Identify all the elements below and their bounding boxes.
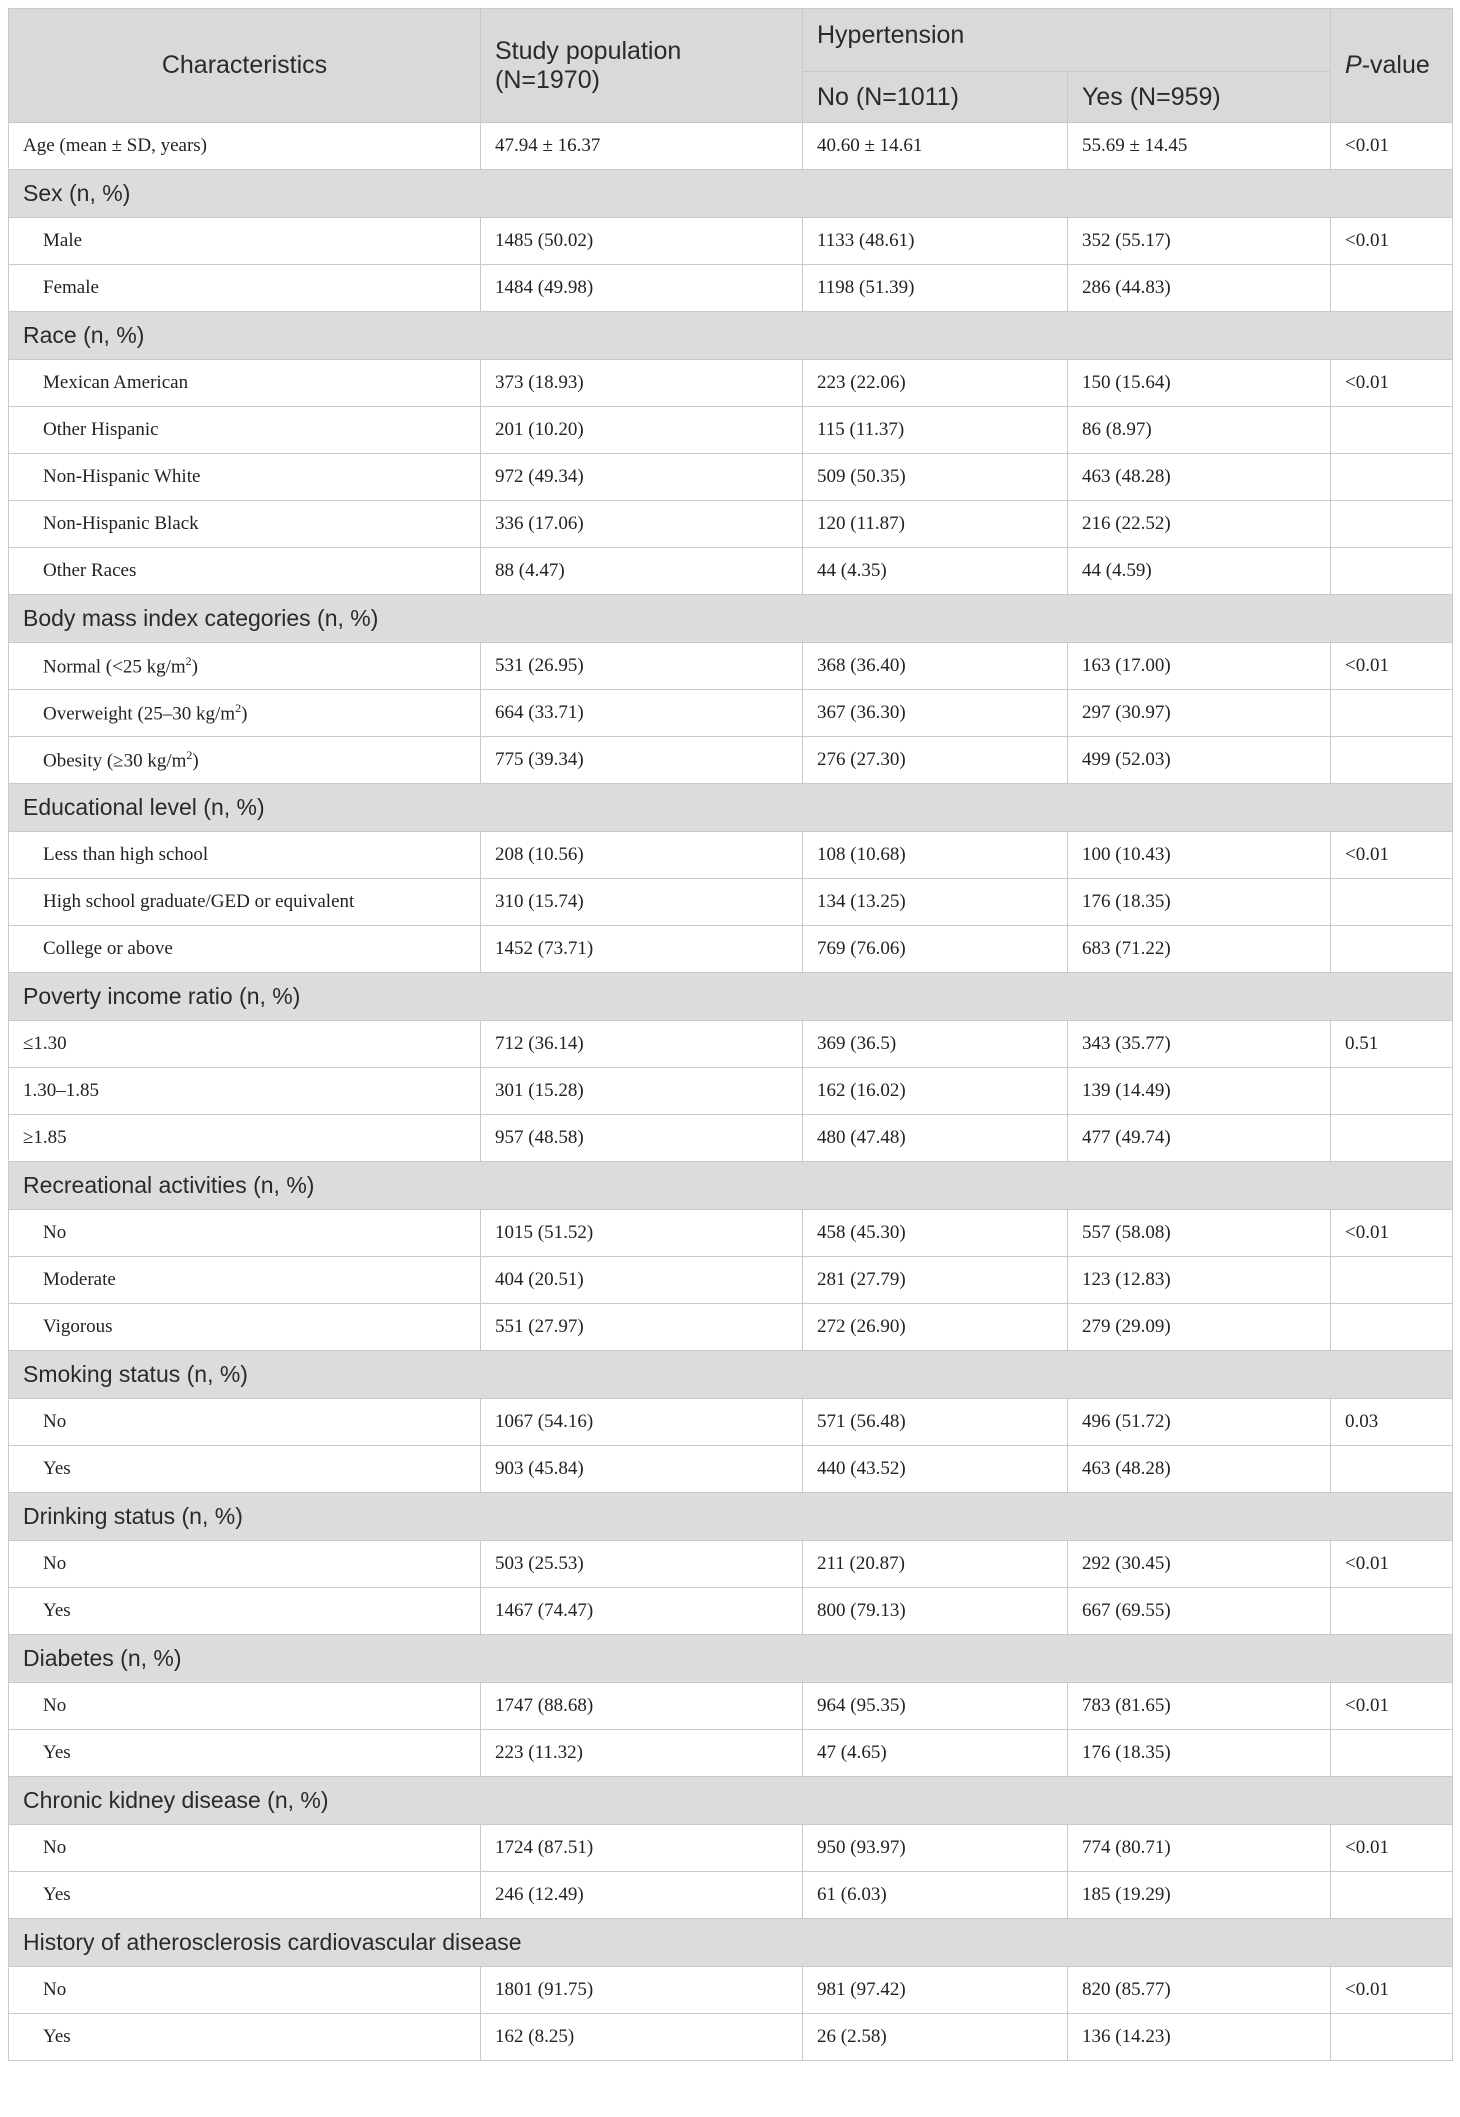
row-label-superscript: 2	[235, 700, 242, 715]
table-row	[9, 1304, 1453, 1351]
header-study-population	[481, 9, 803, 123]
cell-yes: 774 (80.71)	[1068, 1825, 1331, 1872]
table-header	[9, 9, 1453, 123]
row-label-close: )	[241, 703, 248, 725]
cell-study: 1724 (87.51)	[481, 1825, 803, 1872]
cell-pvalue	[1331, 2014, 1453, 2061]
cell-yes: 185 (19.29)	[1068, 1872, 1331, 1919]
cell-no: 509 (50.35)	[803, 454, 1068, 501]
cell-pvalue	[1331, 548, 1453, 595]
cell-pvalue: <0.01	[1331, 1683, 1453, 1730]
table-row	[9, 1257, 1453, 1304]
cell-no: 800 (79.13)	[803, 1588, 1068, 1635]
cell-study: 223 (11.32)	[481, 1730, 803, 1777]
cell-yes: 123 (12.83)	[1068, 1257, 1331, 1304]
row-label-text: Obesity (≥30 kg/m	[43, 750, 187, 772]
section-title: Sex (n, %)	[9, 170, 1453, 218]
table-row	[9, 407, 1453, 454]
section-header-poverty-income-ratio	[9, 973, 1453, 1021]
cell-study: 1484 (49.98)	[481, 265, 803, 312]
header-pvalue	[1331, 9, 1453, 123]
row-label: Moderate	[9, 1257, 481, 1304]
baseline-characteristics-table-container	[8, 8, 1452, 2061]
cell-no: 272 (26.90)	[803, 1304, 1068, 1351]
cell-pvalue	[1331, 1588, 1453, 1635]
cell-study: 1067 (54.16)	[481, 1399, 803, 1446]
section-title: Chronic kidney disease (n, %)	[9, 1777, 1453, 1825]
header-characteristics: Characteristics	[9, 9, 481, 123]
row-label-superscript: 2	[186, 747, 193, 762]
section-title: Body mass index categories (n, %)	[9, 595, 1453, 643]
table-row	[9, 1825, 1453, 1872]
row-label: Less than high school	[9, 832, 481, 879]
row-label: Yes	[9, 1730, 481, 1777]
cell-pvalue	[1331, 454, 1453, 501]
cell-study: 531 (26.95)	[481, 643, 803, 690]
cell-study: 1747 (88.68)	[481, 1683, 803, 1730]
cell-yes: 286 (44.83)	[1068, 265, 1331, 312]
cell-study: 1467 (74.47)	[481, 1588, 803, 1635]
cell-no: 26 (2.58)	[803, 2014, 1068, 2061]
cell-study: 246 (12.49)	[481, 1872, 803, 1919]
cell-yes: 499 (52.03)	[1068, 737, 1331, 784]
cell-study: 336 (17.06)	[481, 501, 803, 548]
cell-yes: 176 (18.35)	[1068, 879, 1331, 926]
row-label-close: )	[192, 750, 199, 772]
cell-no: 480 (47.48)	[803, 1115, 1068, 1162]
cell-pvalue	[1331, 879, 1453, 926]
cell-no: 440 (43.52)	[803, 1446, 1068, 1493]
section-title: Educational level (n, %)	[9, 784, 1453, 832]
table-row	[9, 879, 1453, 926]
row-label: College or above	[9, 926, 481, 973]
table-row	[9, 1541, 1453, 1588]
table-row	[9, 454, 1453, 501]
cell-no: 211 (20.87)	[803, 1541, 1068, 1588]
row-label: 1.30–1.85	[9, 1068, 481, 1115]
cell-yes: 557 (58.08)	[1068, 1210, 1331, 1257]
cell-yes: 176 (18.35)	[1068, 1730, 1331, 1777]
cell-pvalue	[1331, 926, 1453, 973]
table-row	[9, 1967, 1453, 2014]
row-label: Female	[9, 265, 481, 312]
row-label: Other Races	[9, 548, 481, 595]
cell-pvalue	[1331, 1730, 1453, 1777]
row-label: Yes	[9, 1588, 481, 1635]
section-title: History of atherosclerosis cardiovascular disease	[9, 1919, 1453, 1967]
table-row	[9, 1115, 1453, 1162]
cell-pvalue: <0.01	[1331, 643, 1453, 690]
cell-study: 972 (49.34)	[481, 454, 803, 501]
header-study-population-line2: (N=1970)	[495, 65, 600, 94]
table-row	[9, 1210, 1453, 1257]
cell-yes: 477 (49.74)	[1068, 1115, 1331, 1162]
cell-yes: 100 (10.43)	[1068, 832, 1331, 879]
table-row	[9, 1068, 1453, 1115]
header-row-top	[9, 9, 1453, 72]
cell-study: 88 (4.47)	[481, 548, 803, 595]
cell-study: 712 (36.14)	[481, 1021, 803, 1068]
row-label: Yes	[9, 1446, 481, 1493]
table-row-age	[9, 123, 1453, 170]
cell-no: 367 (36.30)	[803, 690, 1068, 737]
section-title: Drinking status (n, %)	[9, 1493, 1453, 1541]
row-label: Vigorous	[9, 1304, 481, 1351]
table-row	[9, 1683, 1453, 1730]
row-label: Other Hispanic	[9, 407, 481, 454]
cell-no: 120 (11.87)	[803, 501, 1068, 548]
cell-study: 162 (8.25)	[481, 2014, 803, 2061]
cell-pvalue	[1331, 1068, 1453, 1115]
cell-yes: 352 (55.17)	[1068, 218, 1331, 265]
header-hypertension-yes: Yes (N=959)	[1068, 72, 1331, 123]
cell-study: 301 (15.28)	[481, 1068, 803, 1115]
cell-no: 61 (6.03)	[803, 1872, 1068, 1919]
header-hypertension: Hypertension	[803, 9, 1331, 72]
cell-yes: 820 (85.77)	[1068, 1967, 1331, 2014]
cell-no: 162 (16.02)	[803, 1068, 1068, 1115]
row-label	[9, 690, 481, 737]
cell-no: 950 (93.97)	[803, 1825, 1068, 1872]
cell-yes: 463 (48.28)	[1068, 1446, 1331, 1493]
cell-pvalue: 0.51	[1331, 1021, 1453, 1068]
cell-study: 1801 (91.75)	[481, 1967, 803, 2014]
cell-pvalue	[1331, 690, 1453, 737]
section-header-chronic-kidney-disease	[9, 1777, 1453, 1825]
section-header-smoking-status	[9, 1351, 1453, 1399]
section-header-sex	[9, 170, 1453, 218]
row-label: Non-Hispanic Black	[9, 501, 481, 548]
cell-study: 1015 (51.52)	[481, 1210, 803, 1257]
cell-no: 1133 (48.61)	[803, 218, 1068, 265]
cell-yes: 667 (69.55)	[1068, 1588, 1331, 1635]
cell-no: 368 (36.40)	[803, 643, 1068, 690]
cell-yes: 44 (4.59)	[1068, 548, 1331, 595]
section-header-ascvd	[9, 1919, 1453, 1967]
cell-yes: 496 (51.72)	[1068, 1399, 1331, 1446]
table-row	[9, 548, 1453, 595]
cell-study: 201 (10.20)	[481, 407, 803, 454]
cell-study: 47.94 ± 16.37	[481, 123, 803, 170]
cell-study: 1452 (73.71)	[481, 926, 803, 973]
cell-no: 276 (27.30)	[803, 737, 1068, 784]
cell-no: 134 (13.25)	[803, 879, 1068, 926]
cell-study: 1485 (50.02)	[481, 218, 803, 265]
row-label: ≥1.85	[9, 1115, 481, 1162]
cell-study: 903 (45.84)	[481, 1446, 803, 1493]
row-label	[9, 737, 481, 784]
row-label: Age (mean ± SD, years)	[9, 123, 481, 170]
cell-yes: 86 (8.97)	[1068, 407, 1331, 454]
cell-yes: 343 (35.77)	[1068, 1021, 1331, 1068]
cell-pvalue	[1331, 1446, 1453, 1493]
section-title: Recreational activities (n, %)	[9, 1162, 1453, 1210]
table-row	[9, 2014, 1453, 2061]
row-label: No	[9, 1399, 481, 1446]
row-label: No	[9, 1210, 481, 1257]
section-header-recreational-activities	[9, 1162, 1453, 1210]
section-title: Smoking status (n, %)	[9, 1351, 1453, 1399]
cell-yes: 683 (71.22)	[1068, 926, 1331, 973]
cell-no: 964 (95.35)	[803, 1683, 1068, 1730]
cell-study: 208 (10.56)	[481, 832, 803, 879]
cell-no: 981 (97.42)	[803, 1967, 1068, 2014]
row-label-superscript: 2	[185, 653, 192, 668]
header-study-population-line1: Study population	[495, 36, 682, 65]
cell-yes: 139 (14.49)	[1068, 1068, 1331, 1115]
section-header-bmi	[9, 595, 1453, 643]
cell-study: 551 (27.97)	[481, 1304, 803, 1351]
cell-yes: 292 (30.45)	[1068, 1541, 1331, 1588]
table-row	[9, 1021, 1453, 1068]
cell-pvalue	[1331, 501, 1453, 548]
cell-pvalue	[1331, 1304, 1453, 1351]
cell-no: 44 (4.35)	[803, 548, 1068, 595]
row-label: No	[9, 1825, 481, 1872]
cell-pvalue: <0.01	[1331, 218, 1453, 265]
cell-no: 769 (76.06)	[803, 926, 1068, 973]
row-label: High school graduate/GED or equivalent	[9, 879, 481, 926]
table-row	[9, 1446, 1453, 1493]
header-hypertension-no: No (N=1011)	[803, 72, 1068, 123]
table-row	[9, 832, 1453, 879]
section-header-education	[9, 784, 1453, 832]
cell-study: 310 (15.74)	[481, 879, 803, 926]
cell-no: 458 (45.30)	[803, 1210, 1068, 1257]
cell-pvalue: <0.01	[1331, 832, 1453, 879]
cell-study: 373 (18.93)	[481, 360, 803, 407]
cell-pvalue: <0.01	[1331, 1825, 1453, 1872]
table-row	[9, 218, 1453, 265]
cell-yes: 150 (15.64)	[1068, 360, 1331, 407]
row-label: Yes	[9, 2014, 481, 2061]
cell-pvalue	[1331, 737, 1453, 784]
section-title: Race (n, %)	[9, 312, 1453, 360]
row-label: Non-Hispanic White	[9, 454, 481, 501]
cell-yes: 297 (30.97)	[1068, 690, 1331, 737]
cell-yes: 163 (17.00)	[1068, 643, 1331, 690]
table-row	[9, 1399, 1453, 1446]
table-body	[9, 123, 1453, 2061]
cell-no: 223 (22.06)	[803, 360, 1068, 407]
cell-pvalue	[1331, 265, 1453, 312]
cell-pvalue	[1331, 407, 1453, 454]
cell-yes: 463 (48.28)	[1068, 454, 1331, 501]
table-row	[9, 737, 1453, 784]
row-label: Yes	[9, 1872, 481, 1919]
cell-no: 40.60 ± 14.61	[803, 123, 1068, 170]
table-row	[9, 501, 1453, 548]
cell-pvalue: <0.01	[1331, 1541, 1453, 1588]
cell-no: 115 (11.37)	[803, 407, 1068, 454]
cell-study: 775 (39.34)	[481, 737, 803, 784]
header-pvalue-letter: P	[1345, 51, 1362, 79]
section-title: Poverty income ratio (n, %)	[9, 973, 1453, 1021]
cell-yes: 783 (81.65)	[1068, 1683, 1331, 1730]
cell-pvalue: <0.01	[1331, 1967, 1453, 2014]
cell-study: 957 (48.58)	[481, 1115, 803, 1162]
cell-pvalue: 0.03	[1331, 1399, 1453, 1446]
section-header-drinking-status	[9, 1493, 1453, 1541]
cell-no: 369 (36.5)	[803, 1021, 1068, 1068]
table-row	[9, 1730, 1453, 1777]
row-label: Mexican American	[9, 360, 481, 407]
table-row	[9, 643, 1453, 690]
row-label	[9, 643, 481, 690]
cell-yes: 216 (22.52)	[1068, 501, 1331, 548]
cell-yes: 55.69 ± 14.45	[1068, 123, 1331, 170]
cell-pvalue	[1331, 1115, 1453, 1162]
cell-pvalue: <0.01	[1331, 1210, 1453, 1257]
cell-no: 108 (10.68)	[803, 832, 1068, 879]
cell-study: 503 (25.53)	[481, 1541, 803, 1588]
row-label: No	[9, 1683, 481, 1730]
cell-pvalue: <0.01	[1331, 123, 1453, 170]
row-label: ≤1.30	[9, 1021, 481, 1068]
section-title: Diabetes (n, %)	[9, 1635, 1453, 1683]
cell-no: 281 (27.79)	[803, 1257, 1068, 1304]
row-label: Male	[9, 218, 481, 265]
row-label-text: Overweight (25–30 kg/m	[43, 703, 236, 725]
row-label: No	[9, 1967, 481, 2014]
section-header-race	[9, 312, 1453, 360]
cell-study: 664 (33.71)	[481, 690, 803, 737]
row-label-text: Normal (<25 kg/m	[43, 656, 186, 678]
table-row	[9, 265, 1453, 312]
row-label-close: )	[191, 656, 198, 678]
cell-no: 47 (4.65)	[803, 1730, 1068, 1777]
cell-pvalue	[1331, 1872, 1453, 1919]
cell-no: 571 (56.48)	[803, 1399, 1068, 1446]
table-row	[9, 1588, 1453, 1635]
row-label: No	[9, 1541, 481, 1588]
cell-study: 404 (20.51)	[481, 1257, 803, 1304]
cell-yes: 136 (14.23)	[1068, 2014, 1331, 2061]
cell-yes: 279 (29.09)	[1068, 1304, 1331, 1351]
header-pvalue-suffix: -value	[1361, 51, 1430, 79]
table-row	[9, 926, 1453, 973]
cell-pvalue: <0.01	[1331, 360, 1453, 407]
cell-no: 1198 (51.39)	[803, 265, 1068, 312]
table-row	[9, 690, 1453, 737]
table-row	[9, 360, 1453, 407]
cell-pvalue	[1331, 1257, 1453, 1304]
table-row	[9, 1872, 1453, 1919]
section-header-diabetes	[9, 1635, 1453, 1683]
baseline-characteristics-table	[8, 8, 1453, 2061]
